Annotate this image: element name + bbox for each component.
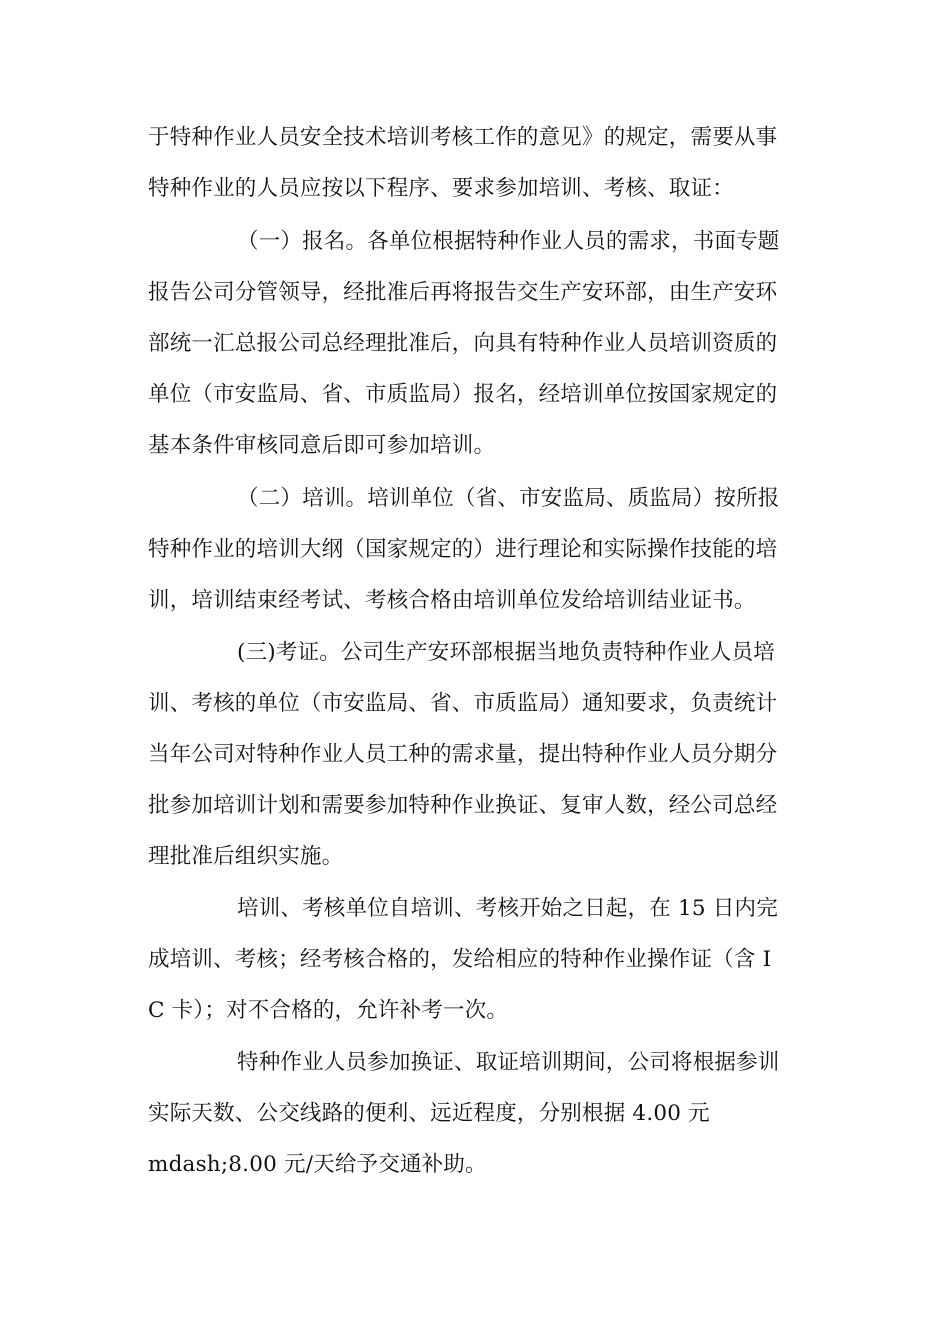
text-line: 训，培训结束经考试、考核合格由培训单位发给培训结业证书。	[148, 588, 756, 613]
text-line: 实际天数、公交线路的便利、远近程度，分别根据 4.00 元	[148, 1101, 710, 1126]
text-line: 理批准后组织实施。	[148, 844, 344, 869]
text-line: 单位（市安监局、省、市质监局）报名，经培训单位按国家规定的	[148, 382, 778, 407]
paragraph-subsidy: 特种作业人员参加换证、取证培训期间，公司将根据参训	[237, 1050, 780, 1075]
text-line: 部统一汇总报公司总经理批准后，向具有特种作业人员培训资质的	[148, 331, 778, 356]
text-line: 于特种作业人员安全技术培训考核工作的意见》的规定，需要从事	[148, 125, 778, 150]
paragraph-completion: 培训、考核单位自培训、考核开始之日起，在 15 日内完	[237, 896, 778, 921]
text-line: 基本条件审核同意后即可参加培训。	[148, 433, 496, 458]
text-line: C 卡）；对不合格的，允许补考一次。	[148, 998, 509, 1023]
paragraph-heading-certification: (三)考证。公司生产安环部根据当地负责特种作业人员培	[237, 640, 775, 665]
text-line: 批参加培训计划和需要参加特种作业换证、复审人数，经公司总经	[148, 793, 778, 818]
text-line: 特种作业的培训大纲（国家规定的）进行理论和实际操作技能的培	[148, 537, 778, 562]
paragraph-heading-registration: （一）报名。各单位根据特种作业人员的需求，书面专题	[237, 229, 780, 254]
paragraph-heading-training: （二）培训。培训单位（省、市安监局、质监局）按所报	[237, 486, 780, 511]
text-line: mdash;8.00 元/天给予交通补助。	[148, 1152, 487, 1177]
text-line: 当年公司对特种作业人员工种的需求量，提出特种作业人员分期分	[148, 742, 778, 767]
text-line: 训、考核的单位（市安监局、省、市质监局）通知要求，负责统计	[148, 691, 778, 716]
text-line: 特种作业的人员应按以下程序、要求参加培训、考核、取证：	[148, 176, 734, 201]
text-line: 成培训、考核；经考核合格的，发给相应的特种作业操作证（含 I	[148, 947, 772, 972]
text-line: 报告公司分管领导，经批准后再将报告交生产安环部，由生产安环	[148, 280, 778, 305]
